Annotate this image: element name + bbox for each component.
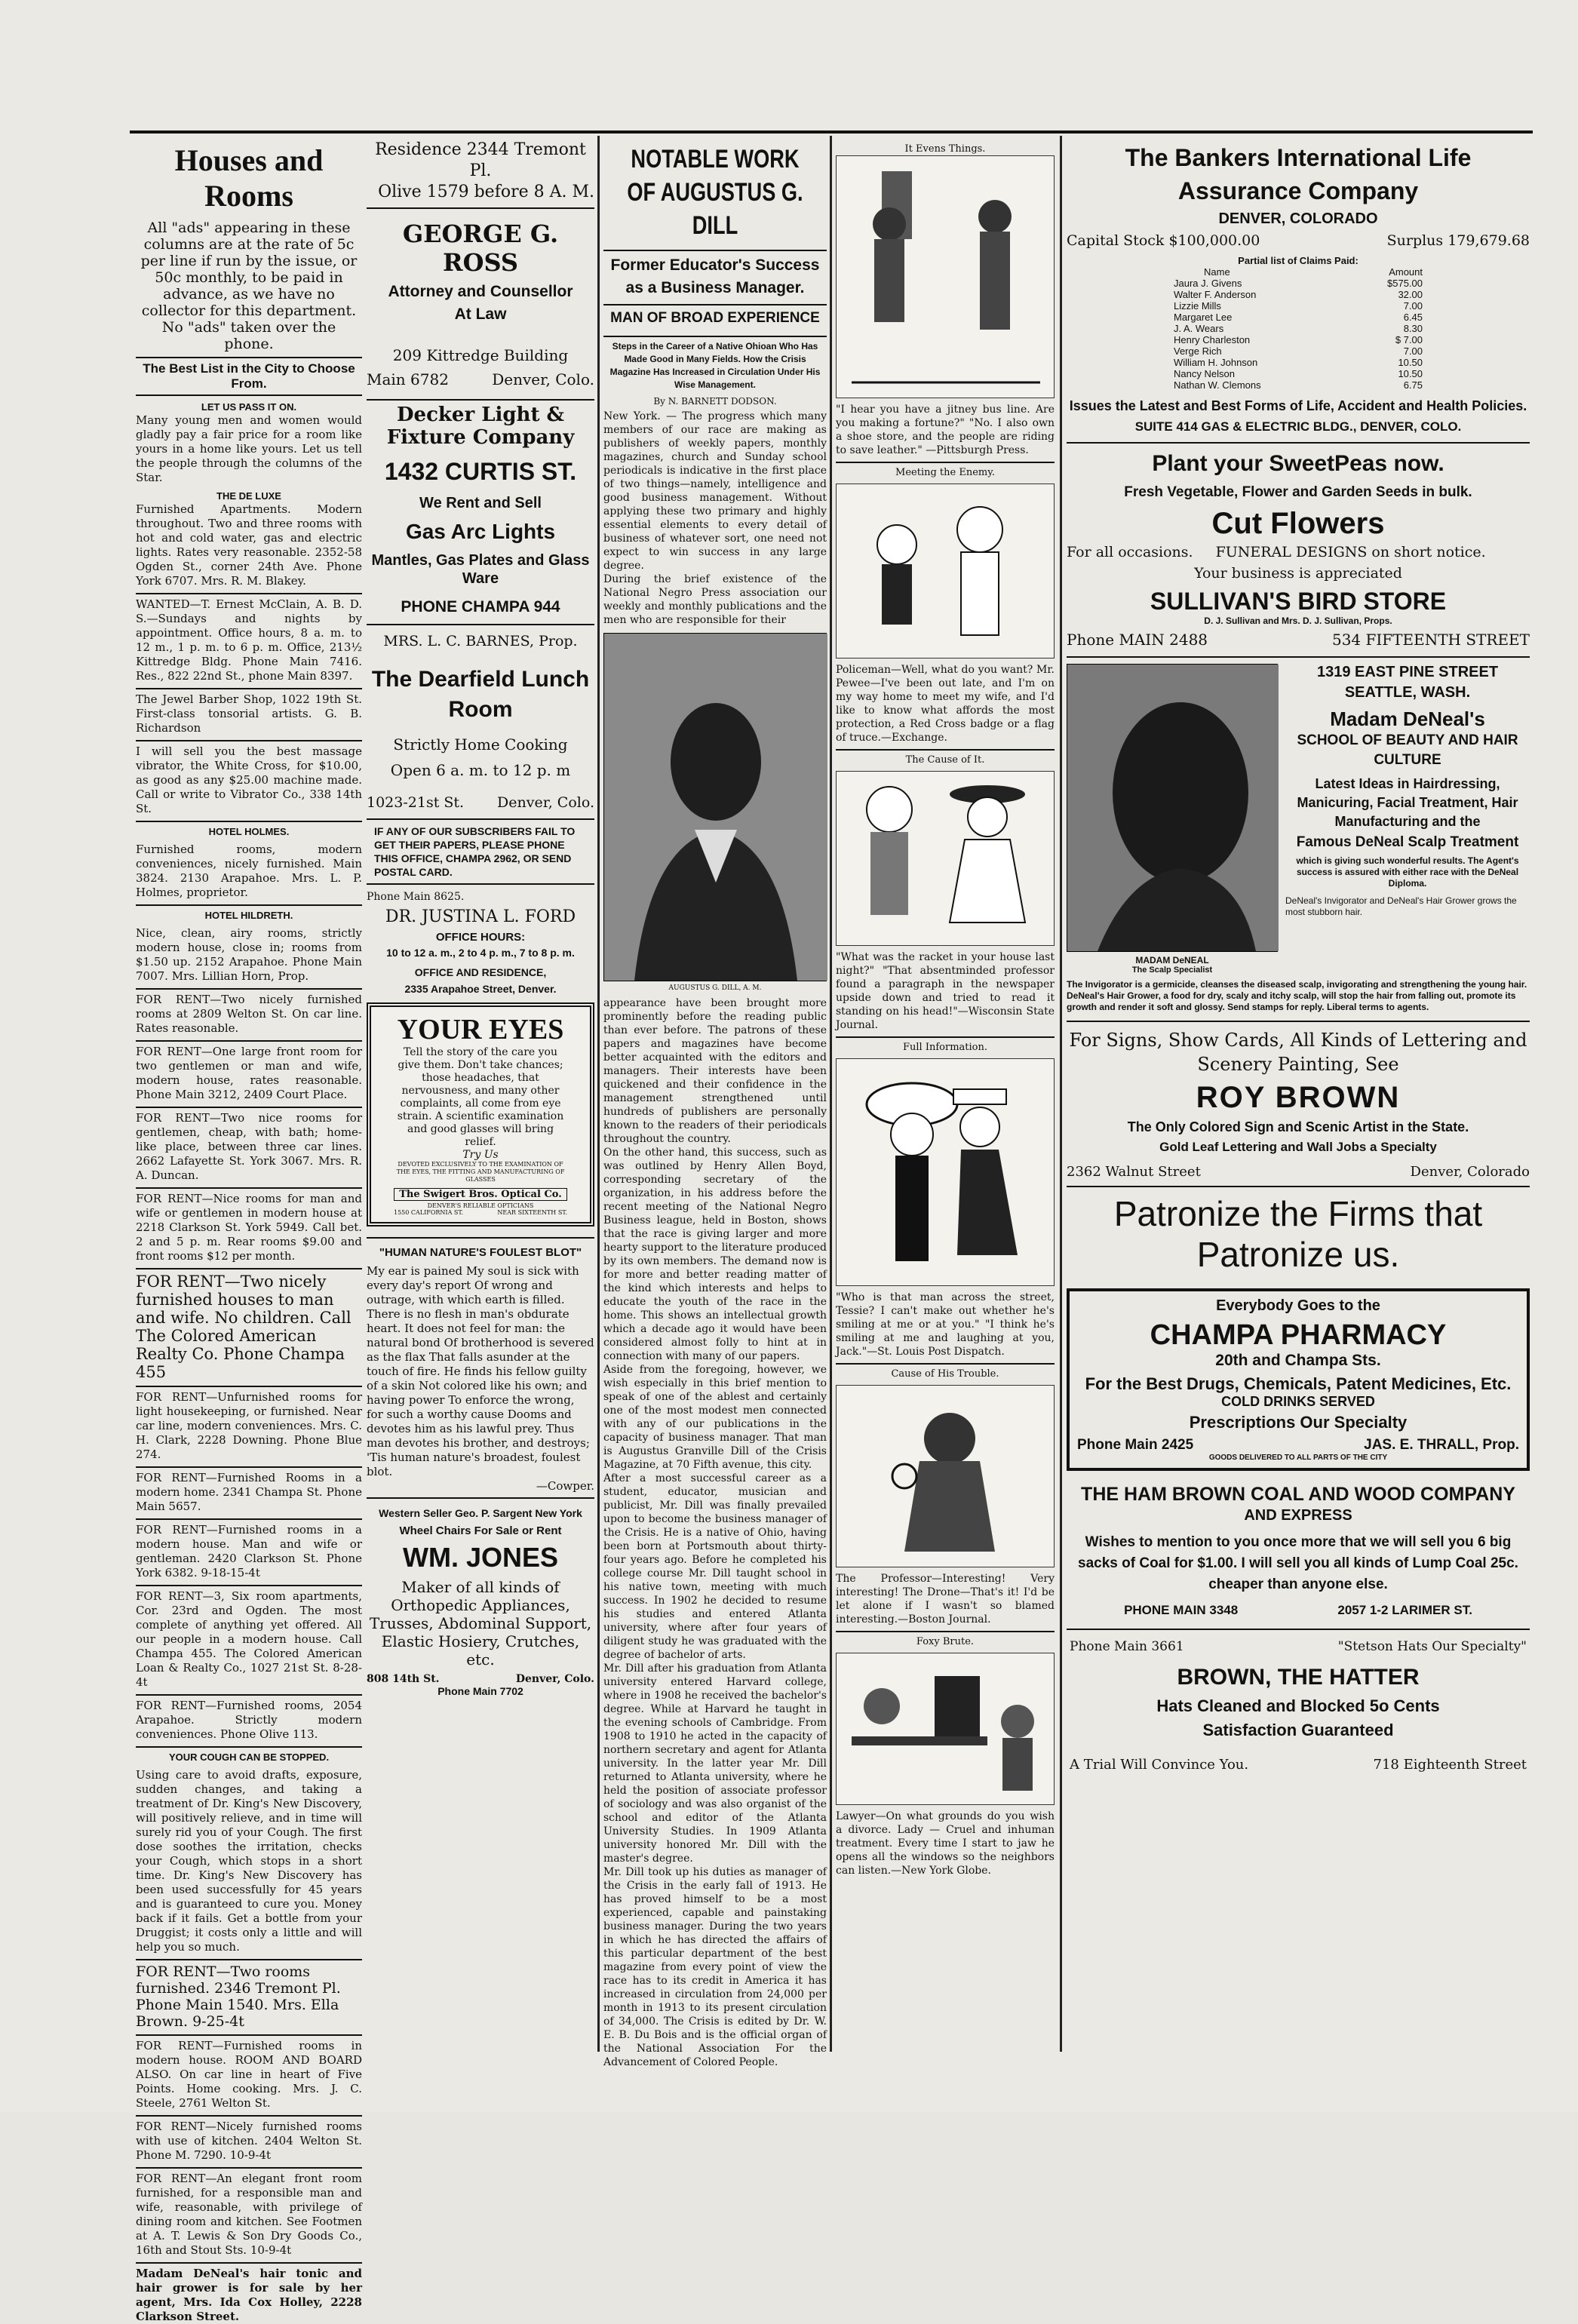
jones-text: Maker of all kinds of Orthopedic Appliances, Trusses, Abdominal Support, Elastic Hosiery, Crutches, etc. <box>369 1578 592 1669</box>
ad-line: GOODS DELIVERED TO ALL PARTS OF THE CITY <box>1208 1454 1388 1462</box>
claims-row <box>1174 357 1423 368</box>
cartoon-caption: "What was the racket in your house last night?" "That absentminded professor found a paragraph in the newspaper upside down and tried to read it standing on his head!"—Wisconsin State Journal. <box>836 951 1055 1031</box>
article-paragraph: After a most successful career as a student, educator, musician and publicist, Mr. Dill was finally prevailed upon to become the business manager of the Crisis. He is a native of Ohio, having been born at Portsmouth about thirty-four years ago. Before he completed his college course Mr. Dill taught school in his native town, meeting with much success. In 1902 he decided to resume his studies and entered Atlanta university, where after four years of diligent study he was graduated with the degree of bachelor of arts. <box>603 1472 827 1661</box>
ad-text: Using care to avoid drafts, exposure, sudden changes, and taking a treatment of Dr. King's New Discovery, will positively relieve, and in time will surely rid you of your Cough. The first dose soothes the irritation, checks your Cough, which stops in a short time. Dr. King's New Discovery has been used successfully for 45 years and is guaranteed to cure you. Money back if it fails. Get a bottle from your Druggist; it costs only a little and will help you so much. <box>136 1768 362 1954</box>
ham-title: THE HAM BROWN COAL AND WOOD COMPANY <box>1081 1484 1515 1505</box>
ham-brown-ad <box>1067 1471 1530 1630</box>
ad-line: 808 14th St. <box>367 1673 440 1685</box>
ad-line: Wheel Chairs For Sale or Rent <box>399 1524 562 1537</box>
rates-intro: All "ads" appearing in these columns are at the rate of 5c per line if run by the issue, or 50c monthly, to be paid in advance, as we have no collector for this department. No "ads" taken over the phone. <box>140 220 358 352</box>
ad-text: Madam DeNeal's hair tonic and hair grower is for sale by her agent, Mrs. Ida Cox Holley, 2228 Clarkson Street. <box>136 2262 362 2324</box>
ad-text: FOR RENT—Two nicely furnished rooms at 2809 Welton St. On car line. Rates reasonable. <box>136 988 362 1036</box>
ad-text: FOR RENT—Two nicely furnished houses to man and wife. No children. Call The Colored American Realty Co. Phone Champa 455 <box>136 1268 362 1381</box>
claim-name: J. A. Wears <box>1174 323 1224 334</box>
column-rule <box>830 136 832 2052</box>
ad-line: Surplus 179,679.68 <box>1386 232 1530 249</box>
ad-line: OFFICE HOURS: <box>435 931 526 944</box>
cartoons-column <box>836 140 1055 2048</box>
claim-amount: 6.45 <box>1403 312 1423 323</box>
ad-line <box>367 1673 594 1685</box>
ad-text: I will sell you the best massage vibrator, the White Cross, for $10.00, as good as any $25.00 machine made. Call or write to Vibrator Co., 338 14th St. <box>136 740 362 816</box>
cartoon-illustration <box>836 1653 1055 1805</box>
ad-line: Denver, Colo. <box>515 1673 594 1685</box>
cartoon-title: It Evens Things. <box>904 143 986 155</box>
ad-line: "Stetson Hats Our Specialty" <box>1337 1639 1527 1654</box>
article-paragraph: Mr. Dill after his graduation from Atlanta university entered Harvard college, where in 1908 he received the bachelor's degree. While at Harvard he taught in the evening schools of Cambridge. From 1908 to 1910 he acted in the capacity of northern secretary and agent for Atlanta university. In the latter year Mr. Dill returned to Atlanta university, where he held the position of associate professor of sociology and was also organist of the school and editor of the Atlanta University Studies. In 1909 Atlanta university honored Mr. Dill with the master's degree. <box>603 1662 827 1865</box>
ad-line: Issues the Latest and Best Forms of Life, Accident and Health Policies. <box>1069 398 1527 413</box>
ad-line: 1550 CALIFORNIA ST. <box>394 1209 464 1216</box>
cartoon-illustration <box>837 1653 1054 1803</box>
cartoon-illustration <box>837 1386 1054 1565</box>
ad-line: COLD DRINKS SERVED <box>1221 1394 1375 1409</box>
ad-text: FOR RENT—Furnished rooms, 2054 Arapahoe. Strictly modern conveniences. Phone Olive 113. <box>136 1694 362 1742</box>
ad-line: 718 Eighteenth Street <box>1373 1757 1527 1773</box>
deneal-ad <box>1067 656 1530 975</box>
swigert-name: The Swigert Bros. Optical Co. <box>394 1188 567 1201</box>
deneal-photo <box>1067 665 1279 951</box>
ad-line: For Signs, Show Cards, All Kinds of Lettering and Scenery Painting, See <box>1069 1030 1527 1075</box>
claim-amount: 32.00 <box>1398 289 1423 300</box>
ad-line: Capital Stock $100,000.00 <box>1067 232 1260 249</box>
eyes-text: Tell the story of the care you give them. Don't take chances; those headaches, that nervousness, and many other complaints, all come from eye strain. A scientific examination and good glasses will bring relief. <box>397 1046 564 1148</box>
cartoon-illustration <box>836 771 1055 946</box>
ad-line: For all occasions. <box>1067 544 1193 560</box>
ad-line <box>394 1209 567 1216</box>
decker-addr: 1432 CURTIS ST. <box>384 458 577 485</box>
patronize-slogan: Patronize the Firms that Patronize us. <box>1113 1194 1483 1274</box>
ad-text: FOR RENT—Furnished rooms in modern house. ROOM AND BOARD ALSO. On car line in heart of Five Points. Home cooking. Mrs. J. C. Steele, 2761 Welton St. <box>136 2034 362 2111</box>
cartoon-caption: "Who is that man across the street, Tessie? I can't make out whether he's smiling at me or at you." "I think he's smiling at me and laughing at you, Jack."—St. Louis Post Dispatch. <box>836 1291 1055 1358</box>
ad-line: Western Seller Geo. P. Sargent New York <box>379 1507 582 1519</box>
ad-text: FOR RENT—Nicely furnished rooms with use of kitchen. 2404 Welton St. Phone M. 7290. 10-9-4t <box>136 2115 362 2163</box>
subscriber-notice: IF ANY OF OUR SUBSCRIBERS FAIL TO GET THEIR PAPERS, PLEASE PHONE THIS OFFICE, CHAMPA 2962, OR SEND POSTAL CARD. <box>367 818 594 885</box>
claims-row <box>1174 345 1423 357</box>
ads-column <box>367 140 594 2048</box>
portrait-caption: AUGUSTUS G. DILL, A. M. <box>668 984 762 992</box>
article-headline: NOTABLE WORK OF AUGUSTUS G. DILL <box>627 145 803 240</box>
ad-line: SCHOOL OF BEAUTY AND HAIR CULTURE <box>1297 732 1518 768</box>
ad-text: Furnished Apartments. Modern throughout. Two and three rooms with hot and cold water, gas and electric lights. Rates very reasonable. 2352-58 Ogden St., corner 24th Ave. Phone York 6707. Mrs. R. M. Blakey. <box>136 502 362 588</box>
article-subhead: MAN OF BROAD EXPERIENCE <box>603 304 827 331</box>
section-heading: HOTEL HILDRETH. <box>136 904 362 922</box>
claim-name: Nancy Nelson <box>1174 368 1235 379</box>
portrait-photo <box>604 634 827 981</box>
ad-text: Furnished rooms, modern conveniences, nicely furnished. Main 3824. 2130 Arapahoe. Mrs. L. P. Holmes, proprietor. <box>136 843 362 899</box>
ad-text: WANTED—T. Ernest McClain, A. B. D. S.—Sundays and nights by appointment. Office hours, 8 a. m. to 12 m., 1 p. m. to 6 p. m. Office, 213½ Kittredge Bldg. Phone Main 7416. Res., 822 22nd St., phone Main 8397. <box>136 593 362 683</box>
ad-line: which is giving such wonderful results. The Agent's success is assured with either race with the DeNeal Diploma. <box>1296 855 1519 889</box>
champa-pharmacy-ad <box>1067 1288 1530 1471</box>
portrait-photo <box>603 633 827 981</box>
claims-row <box>1174 379 1423 391</box>
cartoon-illustration <box>837 772 1054 944</box>
ad-line: Latest Ideas in Hairdressing, Manicuring, Facial Treatment, Hair Manufacturing and the <box>1297 776 1518 829</box>
ad-line: 1319 EAST PINE STREET <box>1316 664 1499 680</box>
claim-name: Walter F. Anderson <box>1174 289 1257 300</box>
ad-text: FOR RENT—Nice rooms for man and wife or gentlemen in modern house at 2218 Clarkson St. York 5949. Call bet. 2 and 5 p. m. Rear rooms $9.00 and front rooms $12 per month. <box>136 1187 362 1263</box>
claim-name: Jaura J. Givens <box>1174 278 1242 289</box>
article-paragraph: appearance have been brought more prominently before the reading public than ever before. The patrons of these papers and magazines have become better acquainted with the editors and managers. Their interests have been quickened and their confidence in the management strengthened until hundreds of publishers are personally known to the readers of their periodicals throughout the country. <box>603 997 827 1145</box>
ad-line <box>367 370 594 388</box>
claim-name: Verge Rich <box>1174 345 1222 357</box>
claim-name: William H. Johnson <box>1174 357 1258 368</box>
column-rule <box>597 136 600 2052</box>
claim-name: Henry Charleston <box>1174 334 1251 345</box>
ad-text: Many young men and women would gladly pay a fair price for a room like yours in a home like yours. Let us tell the people through the columns of the Star. <box>136 413 362 484</box>
ad-line: PHONE MAIN 3348 <box>1124 1603 1239 1617</box>
ad-text: FOR RENT—Furnished Rooms in a modern home. 2341 Champa St. Phone Main 5657. <box>136 1466 362 1514</box>
ad-line: MRS. L. C. BARNES, Prop. <box>383 633 578 649</box>
ad-line: Strictly Home Cooking <box>393 735 568 754</box>
claim-amount: $ 7.00 <box>1395 334 1423 345</box>
cartoon-title: The Cause of It. <box>836 749 1055 766</box>
article-column <box>603 140 827 2068</box>
ad-line: The Invigorator is a germicide, cleanses the diseased scalp, invigorating and strengthening the young hair. DeNeal's Hair Grower, a food for dry, scaly and itchy scalp, will stop the hair from falling out, promote its growth and render it soft and glossy. Send stamps for reply. Liberal terms to agents. <box>1067 979 1527 1012</box>
ad-line: SUITE 414 GAS & ELECTRIC BLDG., DENVER, COLO. <box>1134 419 1462 434</box>
ad-line: Olive 1579 before 8 A. M. <box>378 183 594 201</box>
ad-line: D. J. Sullivan and Mrs. D. J. Sullivan, Props. <box>1204 616 1392 626</box>
ad-line: SEATTLE, WASH. <box>1344 684 1471 701</box>
ad-line: 2362 Walnut Street <box>1067 1164 1201 1180</box>
ad-text: FOR RENT—3, Six room apartments, Cor. 23rd and Ogden. The most complete of anything yet offered. All our people in a modern house. Call Champa 455. The Colored American Loan & Realty Co., 1027 21st St. 8-28-4t <box>136 1585 362 1690</box>
ad-text: The Jewel Barber Shop, 1022 19th St. First-class tonsorial artists. G. B. Richardson <box>136 688 362 735</box>
ad-text: FOR RENT—Unfurnished rooms for light housekeeping, or furnished. Near car line, modern conveniences. Mrs. C. H. Clark, 2228 Downing. Phone Blue 274. <box>136 1386 362 1462</box>
article-subhead: Former Educator's Success as a Business Manager. <box>603 250 827 299</box>
claim-amount: 7.00 <box>1403 300 1423 312</box>
article-deck: Steps in the Career of a Native Ohioan Who Has Made Good in Many Fields. How the Crisis Magazine Has Increased in Circulation Under His Wise Management. <box>603 336 827 391</box>
cut-flowers-title: Cut Flowers <box>1211 507 1385 540</box>
ad-line: 2335 Arapahoe Street, Denver. <box>404 983 557 995</box>
ad-line <box>1067 631 1530 649</box>
deneal-name: Madam DeNeal's <box>1330 708 1485 730</box>
ad-text: Nice, clean, airy rooms, strictly modern house, close in; rooms from $1.50 up. 2152 Arapahoe. Phone Main 7007. Mrs. Lillian Horn, Prop. <box>136 926 362 983</box>
article-paragraph: New York. — The progress which many members of our race are making as publishers of weekly papers, monthly magazines, church and Sunday school periodicals is indicative in the first place of two things—namely, intelligence and good business management. Without applying these two primary and highly essential elements to every detail of business of whatever sort, one need not expect to win success in any large degree. <box>603 410 827 572</box>
ad-line: JAS. E. THRALL, Prop. <box>1364 1437 1519 1453</box>
deneal-photo <box>1067 664 1278 952</box>
ad-line: PHONE CHAMPA 944 <box>401 598 560 616</box>
ad-line: Denver, Colorado <box>1410 1164 1530 1180</box>
ad-line: Fresh Vegetable, Flower and Garden Seeds in bulk. <box>1124 484 1472 500</box>
ad-line: Satisfaction Guaranteed <box>1202 1721 1394 1739</box>
ad-text: FOR RENT—Two rooms furnished. 2346 Tremont Pl. Phone Main 1540. Mrs. Ella Brown. 9-25-4t <box>136 1959 362 2030</box>
swigert-sub: DENVER'S RELIABLE OPTICIANS <box>427 1202 534 1209</box>
claims-row <box>1174 334 1423 345</box>
claim-amount: 6.75 <box>1403 379 1423 391</box>
ad-line: Attorney and Counsellor <box>388 283 573 300</box>
ad-line: Phone Main 3661 <box>1070 1639 1184 1654</box>
claims-header-amount: Amount <box>1389 266 1423 278</box>
sullivan-name: SULLIVAN'S BIRD STORE <box>1150 588 1447 615</box>
claims-row <box>1174 312 1423 323</box>
ad-line: Phone Main 7702 <box>437 1685 523 1697</box>
ad-line: Residence 2344 Tremont Pl. <box>375 140 586 180</box>
eyes-title: YOUR EYES <box>397 1014 564 1045</box>
claims-row <box>1174 300 1423 312</box>
ad-line: A Trial Will Convince You. <box>1070 1757 1249 1773</box>
section-heading: YOUR COUGH CAN BE STOPPED. <box>136 1746 362 1764</box>
ad-line: 10 to 12 a. m., 2 to 4 p. m., 7 to 8 p. m. <box>386 947 575 959</box>
top-rule <box>130 130 1533 134</box>
claims-row <box>1174 278 1423 289</box>
ad-line: Your business is appreciated <box>1194 565 1402 582</box>
ad-line: 1023-21st St. <box>367 794 465 811</box>
ad-line: Denver, Colo. <box>497 794 594 811</box>
ad-line: AND EXPRESS <box>1244 1507 1352 1524</box>
claims-header-name: Name <box>1204 266 1230 278</box>
ad-line <box>1067 544 1530 560</box>
claims-title: Partial list of Claims Paid: <box>1238 255 1358 266</box>
ad-line: At Law <box>454 305 507 323</box>
ad-line: Famous DeNeal Scalp Treatment <box>1296 834 1519 850</box>
article-paragraph: On the other hand, this success, such as was outlined by Henry Allen Boyd, corresponding secretary of the organization, in his address before the recent meeting of the National Negro Business league, held in Boston, shows that the race is giving larger and more hearty support to the literature produced by its own members. The demand now is for more and better reading matter of the kind which interests and helps to educate the youth of the race in the home. This shows an intellectual growth which a decade ago it would have been considered almost folly to hint at in connection with many of our papers. <box>603 1147 827 1362</box>
claim-name: Lizzie Mills <box>1174 300 1221 312</box>
claims-rows <box>1174 278 1423 391</box>
your-eyes-ad <box>367 1002 594 1226</box>
cartoon-caption: "I hear you have a jitney bus line. Are you making a fortune?" "No. I also own a shoe store, and the people are riding to save leather." —Pittsburgh Press. <box>836 404 1055 456</box>
ad-line: Open 6 a. m. to 12 p. m <box>390 761 571 779</box>
ad-line: Gold Leaf Lettering and Wall Jobs a Specialty <box>1159 1140 1437 1154</box>
decker-name: Decker Light & Fixture Company <box>386 404 575 449</box>
cartoon-illustration <box>837 1059 1054 1284</box>
eyes-try: Try Us <box>462 1149 499 1161</box>
ad-line: FUNERAL DESIGNS on short notice. <box>1215 544 1486 560</box>
blot-author: —Cowper. <box>536 1479 594 1493</box>
cartoon-illustration <box>836 155 1055 398</box>
byline: By N. BARNETT DODSON. <box>653 396 777 407</box>
section-heading: THE DE LUXE <box>216 490 281 502</box>
champa-name: CHAMPA PHARMACY <box>1150 1319 1447 1351</box>
ad-line: DENVER, COLORADO <box>1218 210 1378 227</box>
claims-row <box>1174 323 1423 334</box>
bankers-title: The Bankers International Life Assurance Company <box>1125 144 1472 204</box>
roy-brown: ROY BROWN <box>1196 1081 1401 1114</box>
classifieds-column <box>136 140 362 2323</box>
blot-poem: My ear is pained My soul is sick with every day's report Of wrong and outrage, with which earth is filled. There is no flesh in man's obdurate heart. It does not feel for man: the natural bond Of brotherhood is severed as the flax That falls asunder at the touch of fire. He finds his fellow guilty of a skin Not colored like his own; and having power To enforce the wrong, for such a worthy cause Dooms and devotes him as his lawful prey. Thus man devotes his brother, and destroys; 'Tis human nature's broadest, foulest blot. <box>367 1264 594 1478</box>
cartoon-illustration <box>836 1058 1055 1286</box>
ad-line <box>1067 232 1530 249</box>
claim-amount: $575.00 <box>1387 278 1423 289</box>
cartoon-caption: Lawyer—On what grounds do you wish a divorce. Lady — Cruel and inhuman treatment. Every time I start to jaw he opens all the windows so the neighbors can listen.—New York Globe. <box>836 1810 1055 1877</box>
claims-row <box>1174 289 1423 300</box>
ad-line: Wishes to mention to you once more that we will sell you 6 big sacks of Coal for $1.00. I will sell you all kinds of Lump Coal 25c. cheaper than anyone else. <box>1078 1534 1518 1592</box>
claims-header <box>1174 266 1423 278</box>
ad-line: Main 6782 <box>367 370 449 388</box>
cartoon-caption: Policeman—Well, what do you want? Mr. Pewee—I've been out late, and I'm on my way home to meet my wife, and I'd like to know what affords the most protection, a Red Cross badge or a flag of truce.—Exchange. <box>836 664 1055 744</box>
ad-line <box>1074 1603 1522 1618</box>
ad-line: Phone MAIN 2488 <box>1067 631 1208 649</box>
ad-line: Hats Cleaned and Blocked 5o Cents <box>1156 1696 1440 1715</box>
ad-line: NEAR SIXTEENTH ST. <box>497 1209 567 1216</box>
section-heading: HOTEL HOLMES. <box>136 821 362 838</box>
ad-text: FOR RENT—Two nice rooms for gentlemen, cheap, with bath; home-like place, between three car lines. 2662 Lafayette St. York 3067. Mrs. R. A. Duncan. <box>136 1107 362 1183</box>
ad-line <box>1077 1437 1519 1454</box>
cartoon-title: Cause of His Trouble. <box>836 1363 1055 1380</box>
cartoon-title: Foxy Brute. <box>836 1631 1055 1648</box>
ad-line: Everybody Goes to the <box>1216 1297 1380 1314</box>
ad-line: For the Best Drugs, Chemicals, Patent Medicines, Etc. <box>1085 1374 1512 1393</box>
ad-line <box>1070 1757 1527 1773</box>
ad-text: FOR RENT—One large front room for two gentlemen or man and wife, modern house, rates reasonable. Phone Main 3212, 2409 Court Place. <box>136 1040 362 1102</box>
claims-table <box>1174 255 1423 391</box>
claim-amount: 10.50 <box>1398 357 1423 368</box>
jones-name: WM. JONES <box>402 1542 558 1573</box>
deneal-caption: The Scalp Specialist <box>1131 966 1213 975</box>
ad-line: 2057 1-2 LARIMER ST. <box>1337 1603 1472 1617</box>
cartoon-title: Full Information. <box>836 1036 1055 1054</box>
ford-name: DR. JUSTINA L. FORD <box>385 907 576 926</box>
deneal-text <box>1285 664 1530 975</box>
section-heading: LET US PASS IT ON. <box>201 401 297 413</box>
dearfield-name: The Dearfield Lunch Room <box>371 667 590 722</box>
ross-name: GEORGE G. ROSS <box>402 220 559 277</box>
hatter-name: BROWN, THE HATTER <box>1177 1665 1420 1690</box>
ad-line: The Only Colored Sign and Scenic Artist in the State. <box>1127 1119 1469 1134</box>
claim-amount: 7.00 <box>1403 345 1423 357</box>
cartoon-title: Meeting the Enemy. <box>836 462 1055 479</box>
ad-line: Denver, Colo. <box>492 370 594 388</box>
ad-line <box>1070 1639 1527 1654</box>
best-list-heading: The Best List in the City to Choose From. <box>136 357 362 396</box>
ad-line: We Rent and Sell <box>419 495 542 511</box>
blot-title: "HUMAN NATURE'S FOULEST BLOT" <box>379 1246 582 1259</box>
houses-rooms-title: Houses and Rooms <box>174 143 324 213</box>
cartoon-caption: The Professor—Interesting! Very interesting! The Drone—That's it! I'd be let alone if I wasn't so blamed interesting.—Boston Journal. <box>836 1573 1055 1626</box>
ad-text: FOR RENT—An elegant front room furnished, for a responsible man and wife, reasonable, with privilege of dining room and kitchen. See Footmen at A. T. Lewis & Son Dry Goods Co., 16th and Stout Sts. 10-9-4t <box>136 2167 362 2258</box>
hatter-ad <box>1067 1630 1530 1782</box>
ad-line <box>367 794 594 811</box>
ad-text: FOR RENT—Furnished rooms in a modern house. Man and wife or gentleman. 2420 Clarkson St. Phone York 6382. 9-18-15-4t <box>136 1518 362 1580</box>
claim-name: Margaret Lee <box>1174 312 1233 323</box>
cartoon-illustration <box>836 1385 1055 1567</box>
ad-line: 534 FIFTEENTH STREET <box>1331 631 1530 649</box>
ad-line: Prescriptions Our Specialty <box>1189 1413 1408 1432</box>
claims-row <box>1174 368 1423 379</box>
cartoon-illustration <box>837 484 1054 656</box>
ad-line: OFFICE AND RESIDENCE, <box>414 966 547 978</box>
sweetpeas-title: Plant your SweetPeas now. <box>1152 451 1444 476</box>
ad-line: DeNeal's Invigorator and DeNeal's Hair Grower grows the most stubborn hair. <box>1285 895 1517 917</box>
claim-name: Nathan W. Clemons <box>1174 379 1261 391</box>
ads-column-right <box>1067 140 1530 2048</box>
eyes-devoted: DEVOTED EXCLUSIVELY TO THE EXAMINATION OF THE EYES, THE FITTING AND MANUFACTURING OF GLASSES <box>396 1161 565 1183</box>
cartoon-illustration <box>836 484 1055 659</box>
ad-line: Gas Arc Lights <box>405 520 556 543</box>
cartoon-illustration <box>837 156 1054 396</box>
ad-line: 209 Kittredge Building <box>392 346 569 364</box>
ad-line: Phone Main 2425 <box>1077 1437 1194 1453</box>
deneal-caption: MADAM DeNEAL <box>1135 955 1209 966</box>
article-paragraph: Mr. Dill took up his duties as manager of the Crisis in the early fall of 1913. He has proved himself to be a most experienced, capable and painstaking business manager. During the two years in which he has directed the affairs of this particular department of the best magazine from every point of view the race has to its credit in America it has increased in circulation from 24,000 per month in 1913 to its present circulation of 34,000. The Crisis is edited by Dr. W. E. B. Du Bois and is the official organ of the National Association For the Advancement of Colored People. <box>603 1866 827 2068</box>
ad-line <box>1067 1164 1530 1180</box>
article-paragraph: During the brief existence of the National Negro Press association our weekly and monthly publications and the men who are responsible for their <box>603 573 827 626</box>
ad-line: 20th and Champa Sts. <box>1215 1352 1381 1369</box>
article-paragraph: Aside from the foregoing, however, we wish especially in this brief mention to speak of one of the ablest and certainly one of the most modest men connected with any of our publications in the capacity of business manager. That man is Augustus Granville Dill of the Crisis Magazine, at 70 Fifth avenue, this city. <box>603 1364 827 1471</box>
deneal-photo-block <box>1067 664 1278 975</box>
ad-line: Phone Main 8625. <box>367 891 465 903</box>
claim-amount: 8.30 <box>1403 323 1423 334</box>
claim-amount: 10.50 <box>1398 368 1423 379</box>
ad-line: Mantles, Gas Plates and Glass Ware <box>371 552 590 587</box>
column-rule <box>1060 136 1062 2052</box>
